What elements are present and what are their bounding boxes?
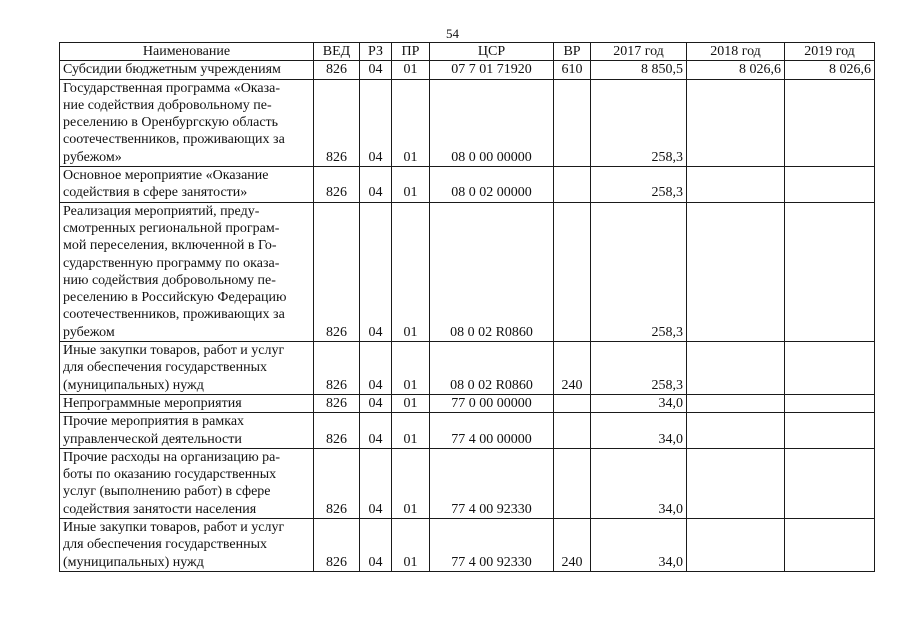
row-vr: 240 — [554, 342, 591, 395]
row-2018 — [687, 448, 785, 518]
row-csr: 77 0 00 00000 — [430, 394, 554, 412]
row-vr — [554, 448, 591, 518]
row-ved: 826 — [314, 519, 360, 572]
row-2017: 34,0 — [591, 413, 687, 449]
row-2017: 34,0 — [591, 519, 687, 572]
row-name: Субсидии бюджетным учреждениям — [60, 61, 314, 79]
table-row — [60, 202, 875, 341]
row-2017: 258,3 — [591, 79, 687, 166]
table-row — [60, 394, 875, 412]
row-2019 — [785, 413, 875, 449]
row-ved: 826 — [314, 79, 360, 166]
row-csr: 08 0 00 00000 — [430, 79, 554, 166]
row-vr: 240 — [554, 519, 591, 572]
row-pr: 01 — [392, 61, 430, 79]
row-ved: 826 — [314, 167, 360, 203]
header-csr: ЦСР — [430, 43, 554, 61]
row-rz: 04 — [360, 61, 392, 79]
header-vr: ВР — [554, 43, 591, 61]
row-2018 — [687, 167, 785, 203]
row-2019 — [785, 448, 875, 518]
row-2019 — [785, 79, 875, 166]
row-2018 — [687, 519, 785, 572]
row-2017: 258,3 — [591, 342, 687, 395]
row-csr: 08 0 02 R0860 — [430, 342, 554, 395]
row-vr — [554, 394, 591, 412]
row-2017: 34,0 — [591, 448, 687, 518]
header-2019: 2019 год — [785, 43, 875, 61]
row-name: Непрограммные мероприятия — [60, 394, 314, 412]
row-name: Прочие расходы на организацию ра- боты по оказанию государственных услуг (выполнению работ) в сфере содействия занятости населения — [60, 448, 314, 518]
budget-table — [59, 42, 875, 572]
header-2018: 2018 год — [687, 43, 785, 61]
row-2018 — [687, 394, 785, 412]
table-row — [60, 342, 875, 395]
row-2019 — [785, 519, 875, 572]
row-pr: 01 — [392, 394, 430, 412]
row-csr: 77 4 00 92330 — [430, 448, 554, 518]
table-row — [60, 448, 875, 518]
row-csr: 77 4 00 00000 — [430, 413, 554, 449]
table-row — [60, 519, 875, 572]
row-pr: 01 — [392, 413, 430, 449]
page-number: 54 — [446, 26, 459, 41]
row-vr — [554, 202, 591, 341]
row-pr: 01 — [392, 448, 430, 518]
row-2019 — [785, 342, 875, 395]
row-2017: 258,3 — [591, 202, 687, 341]
row-name: Основное мероприятие «Оказание содействия в сфере занятости» — [60, 167, 314, 203]
header-2017: 2017 год — [591, 43, 687, 61]
row-vr: 610 — [554, 61, 591, 79]
row-2018 — [687, 342, 785, 395]
row-csr: 08 0 02 00000 — [430, 167, 554, 203]
row-rz: 04 — [360, 413, 392, 449]
row-pr: 01 — [392, 167, 430, 203]
row-rz: 04 — [360, 79, 392, 166]
row-rz: 04 — [360, 448, 392, 518]
header-row — [60, 43, 875, 61]
row-ved: 826 — [314, 202, 360, 341]
row-ved: 826 — [314, 61, 360, 79]
row-2018 — [687, 202, 785, 341]
header-ved: ВЕД — [314, 43, 360, 61]
row-vr — [554, 167, 591, 203]
row-name: Государственная программа «Оказа- ние содействия добровольному пе- реселению в Оренбургскую область соотечественников, проживающих за рубежом» — [60, 79, 314, 166]
row-2019: 8 026,6 — [785, 61, 875, 79]
row-2019 — [785, 167, 875, 203]
row-2019 — [785, 202, 875, 341]
row-vr — [554, 413, 591, 449]
table-row — [60, 79, 875, 166]
header-name: Наименование — [60, 43, 314, 61]
header-rz: РЗ — [360, 43, 392, 61]
row-csr: 77 4 00 92330 — [430, 519, 554, 572]
table-row — [60, 61, 875, 79]
row-2018: 8 026,6 — [687, 61, 785, 79]
row-rz: 04 — [360, 167, 392, 203]
row-name: Реализация мероприятий, преду- смотренных региональной програм- мой переселения, включенной в Го- сударственную программу по оказа- нию содействия добровольному пе- реселению в Российскую Федерацию соотечественников, проживающих за рубежом — [60, 202, 314, 341]
row-2019 — [785, 394, 875, 412]
row-rz: 04 — [360, 342, 392, 395]
row-ved: 826 — [314, 413, 360, 449]
table-row — [60, 167, 875, 203]
row-pr: 01 — [392, 342, 430, 395]
row-2018 — [687, 413, 785, 449]
row-pr: 01 — [392, 202, 430, 341]
row-name: Прочие мероприятия в рамках управленческой деятельности — [60, 413, 314, 449]
row-rz: 04 — [360, 519, 392, 572]
row-name: Иные закупки товаров, работ и услуг для обеспечения государственных (муниципальных) нужд — [60, 519, 314, 572]
row-vr — [554, 79, 591, 166]
header-pr: ПР — [392, 43, 430, 61]
row-ved: 826 — [314, 342, 360, 395]
row-2018 — [687, 79, 785, 166]
row-rz: 04 — [360, 394, 392, 412]
row-pr: 01 — [392, 79, 430, 166]
row-2017: 258,3 — [591, 167, 687, 203]
row-csr: 08 0 02 R0860 — [430, 202, 554, 341]
row-2017: 34,0 — [591, 394, 687, 412]
row-rz: 04 — [360, 202, 392, 341]
row-name: Иные закупки товаров, работ и услуг для обеспечения государственных (муниципальных) нужд — [60, 342, 314, 395]
table-row — [60, 413, 875, 449]
row-ved: 826 — [314, 448, 360, 518]
row-pr: 01 — [392, 519, 430, 572]
row-ved: 826 — [314, 394, 360, 412]
row-2017: 8 850,5 — [591, 61, 687, 79]
row-csr: 07 7 01 71920 — [430, 61, 554, 79]
